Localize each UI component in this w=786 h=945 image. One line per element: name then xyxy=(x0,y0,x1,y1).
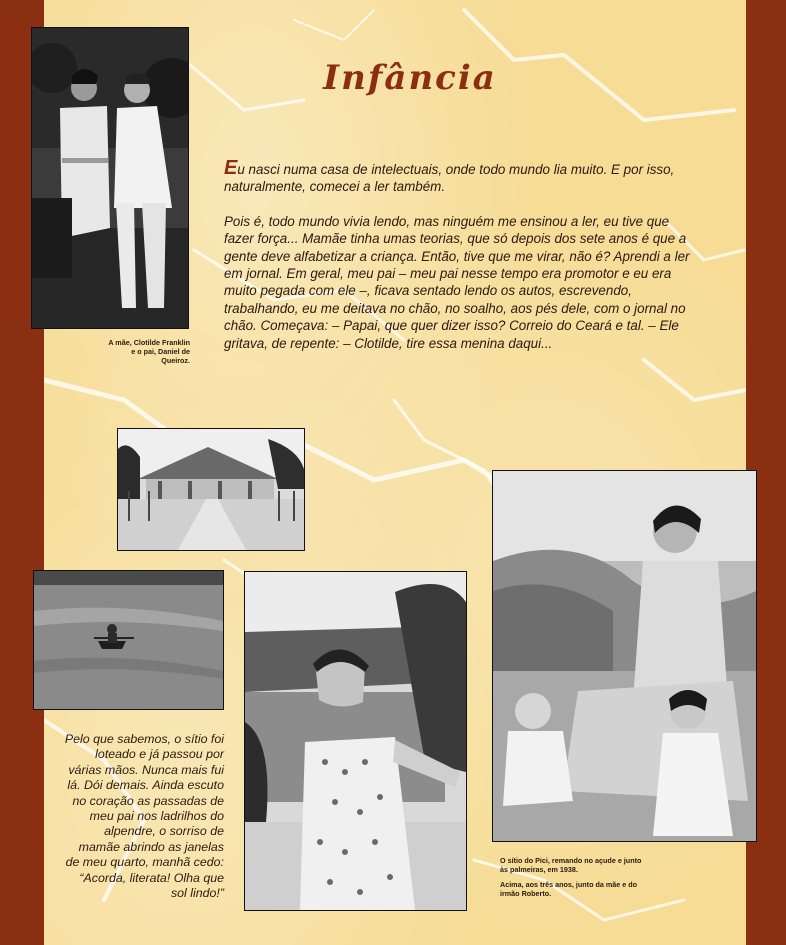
caption-right-1: O sítio do Pici, remando no açude e junto às palmeiras, em 1938. xyxy=(500,856,642,874)
caption-parents: A mãe, Clotilde Franklin e o pai, Daniel de Queiroz. xyxy=(108,338,190,365)
house-photo xyxy=(117,428,305,551)
intro-text: u nasci numa casa de intelectuais, onde todo mundo lia muito. E por isso, naturalmente, comecei a ler também. xyxy=(224,162,675,195)
woman-smiling-photo xyxy=(244,571,467,911)
body-text xyxy=(224,157,694,369)
memory-quote: Pelo que sabemos, o sítio foi loteado e já passou por várias mãos. Nunca mais fui lá. Dói demais. Ainda escuto no coração as passadas de meu pai nos ladrilhos do alpendre, o sorriso de mamãe abrindo as janelas de meu quarto, manhã cedo: “Acorda, literata! Olha que sol lindo!” xyxy=(64,732,224,901)
lake-rowing-photo xyxy=(33,570,224,710)
caption-right-2: Acima, aos três anos, junto da mãe e do irmão Roberto. xyxy=(500,880,638,898)
page-title: Infância xyxy=(323,58,497,98)
parents-photo xyxy=(31,27,189,329)
mother-children-photo xyxy=(492,470,757,842)
paragraph-2: Pois é, todo mundo vivia lendo, mas ninguém me ensinou a ler, eu tive que fazer força... Mamãe tinha umas teorias, que só depois dos sete anos é que a gente deve alfabetizar a criança. Então, tive que me virar, não é? Aprendi a ler em jornal. Em geral, meu pai – meu pai nesse tempo era promotor e eu era muito pegada com ele –, ficava sentado lendo os autos, escrevendo, trabalhando, eu me deitava no chão, no soalho, aos pés dele, com o jornal no chão. Começava: – Papai, que quer dizer isso? Correio do Ceará e tal. – Ele gritava, de repente: – Clotilde, tire essa menina daqui... xyxy=(224,213,690,351)
dropcap: E xyxy=(224,157,238,179)
intro-paragraph xyxy=(224,157,694,196)
